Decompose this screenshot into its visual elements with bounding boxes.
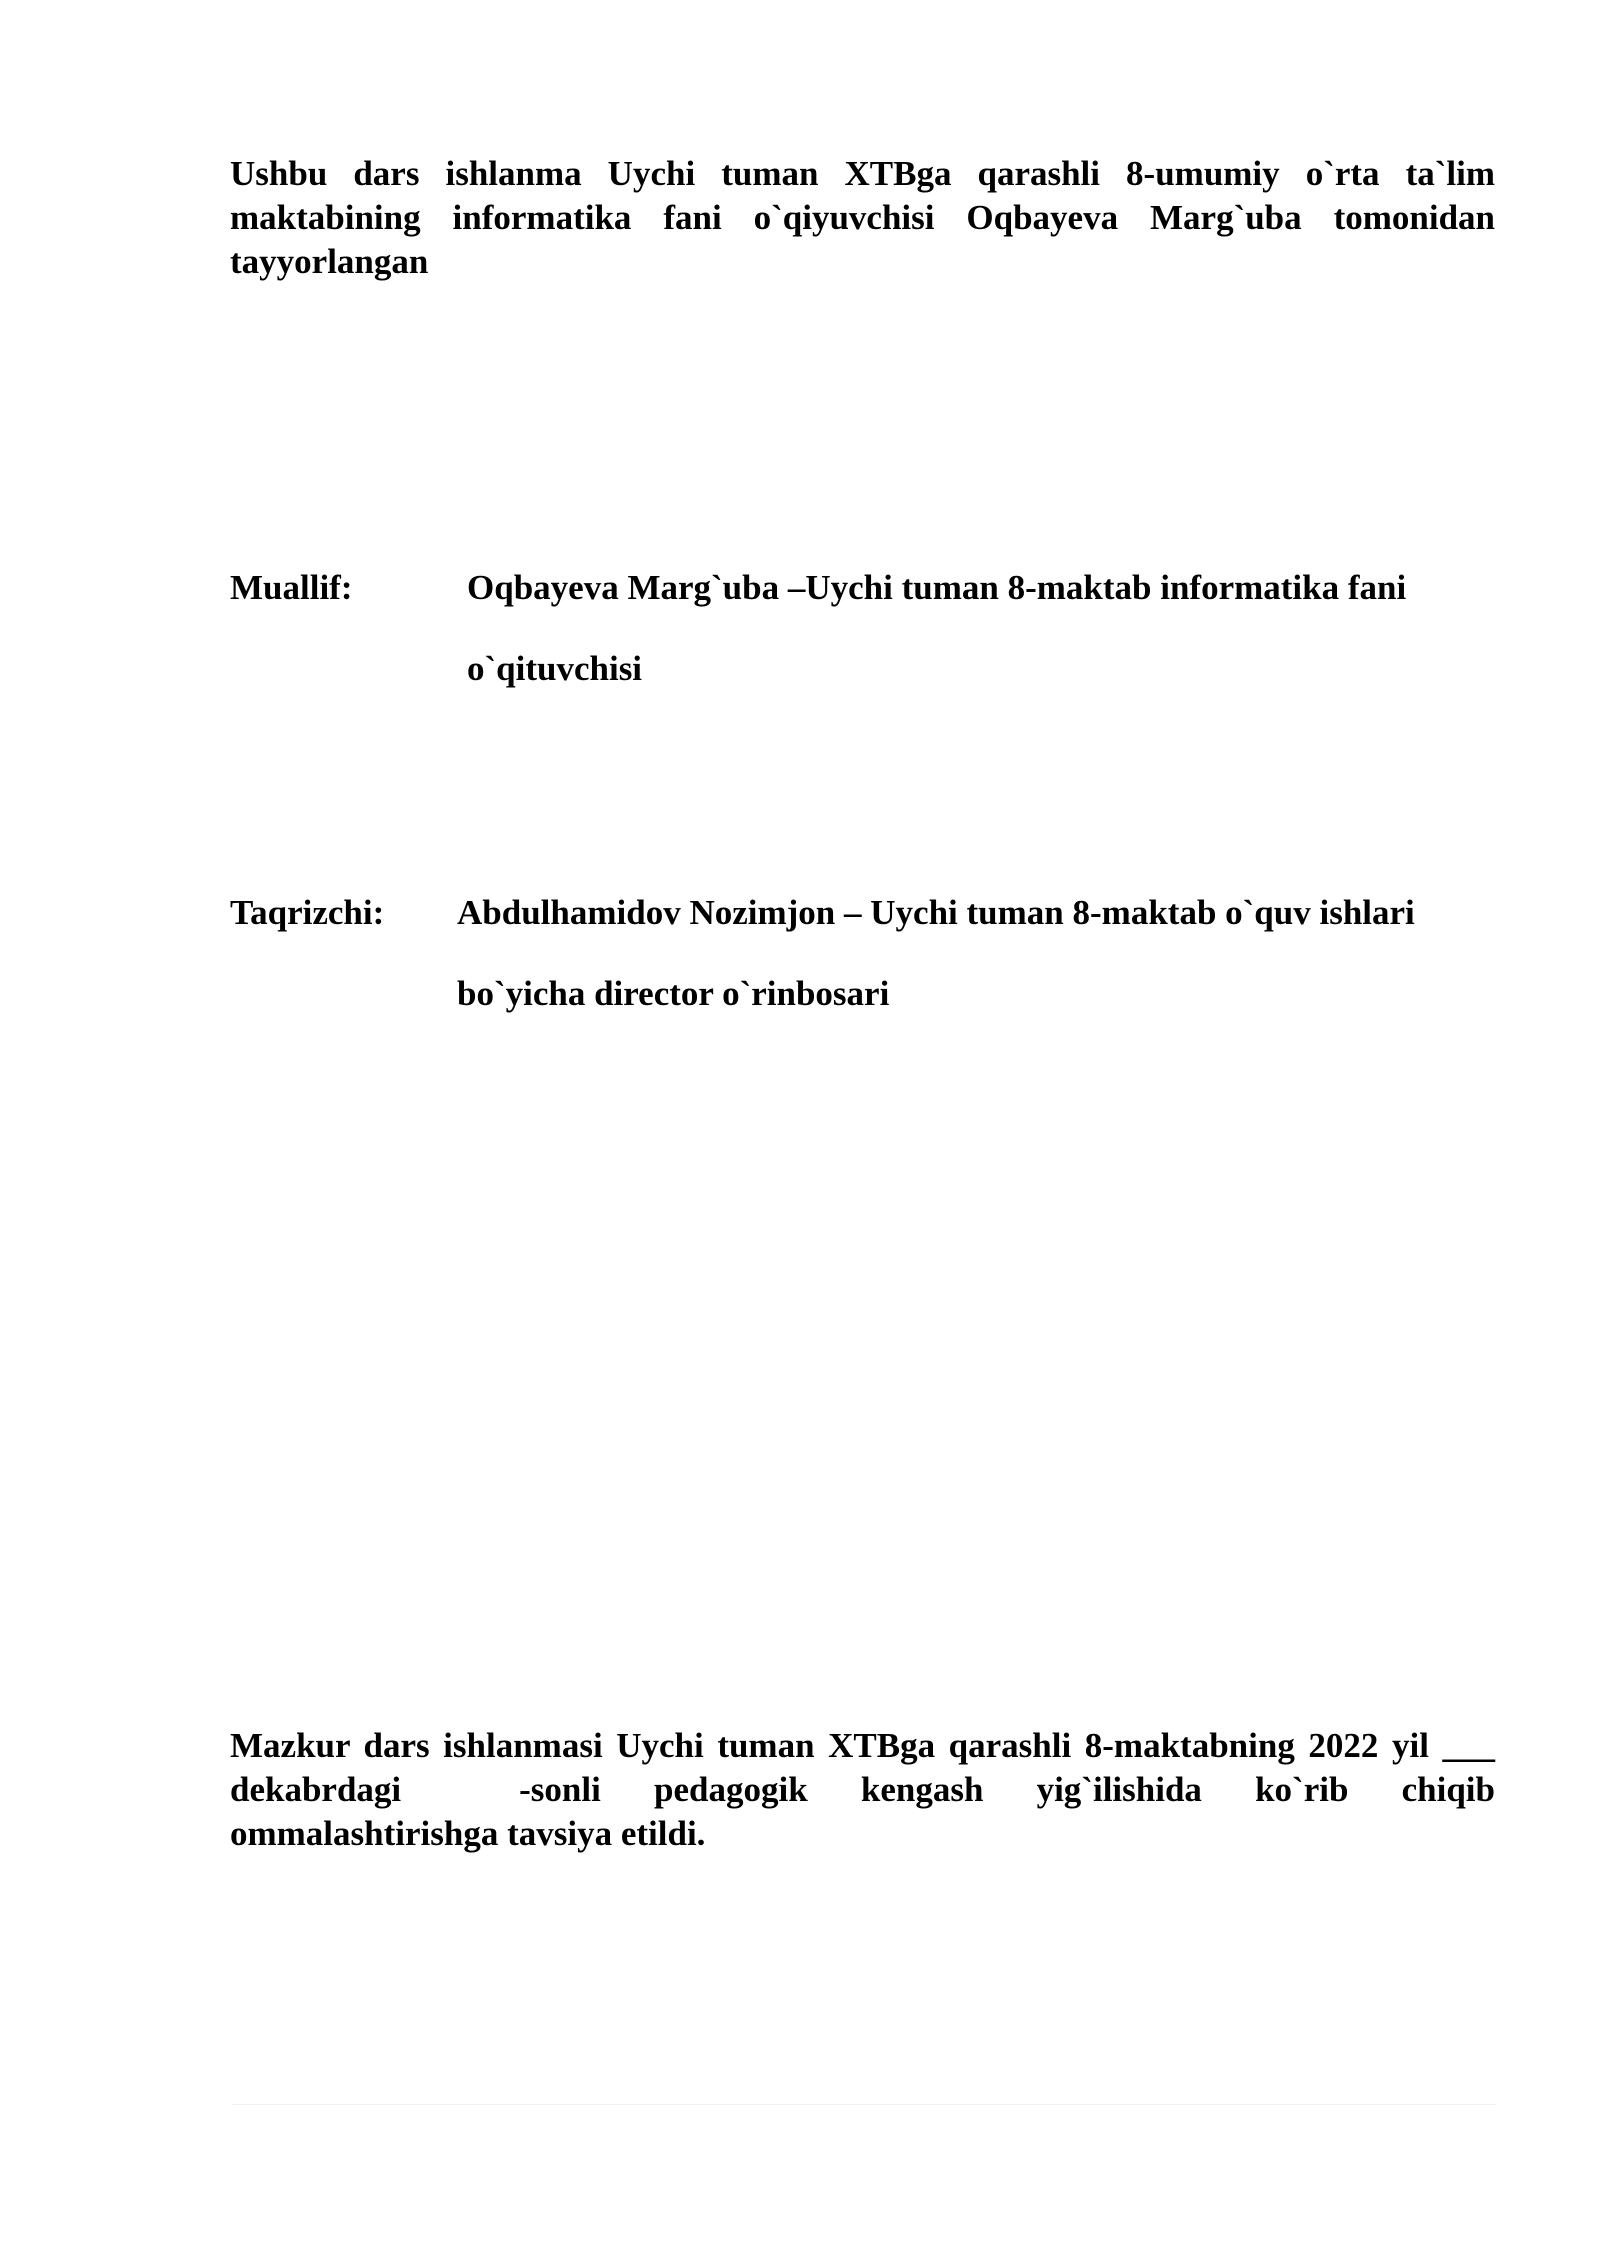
approval-paragraph: [230, 1724, 1495, 1856]
approval-text-part-3: -sonli pedagogik kengash yig`ilishida ko`rib chiqib ommalashtirishga tavsiya etildi.: [230, 1770, 1495, 1853]
intro-text: Ushbu dars ishlanma Uychi tuman XTBga qarashli 8-umumiy o`rta ta`lim maktabining informatika fani o`qiyuvchisi Oqbayeva Marg`uba tomonidan tayyorlangan: [230, 154, 1495, 281]
date-blank: ___: [1442, 1726, 1496, 1765]
approval-text-part-2: dekabrdagi: [230, 1770, 402, 1809]
author-value-line-1: Oqbayeva Marg`uba –Uychi tuman 8-maktab informatika fani: [467, 568, 1407, 607]
page-footer-divider: [232, 2104, 1496, 2105]
intro-paragraph: [230, 152, 1495, 284]
author-label: Muallif:: [230, 568, 353, 607]
reviewer-value-line-1: Abdulhamidov Nozimjon – Uychi tuman 8-maktab o`quv ishlari: [457, 893, 1415, 932]
reviewer-value-line-2: bo`yicha director o`rinbosari: [457, 974, 890, 1013]
author-value-line-2: o`qituvchisi: [467, 649, 643, 688]
reviewer-label: Taqrizchi:: [230, 893, 385, 932]
approval-text-part-1: Mazkur dars ishlanmasi Uychi tuman XTBga qarashli 8-maktabning 2022 yil: [230, 1726, 1429, 1765]
